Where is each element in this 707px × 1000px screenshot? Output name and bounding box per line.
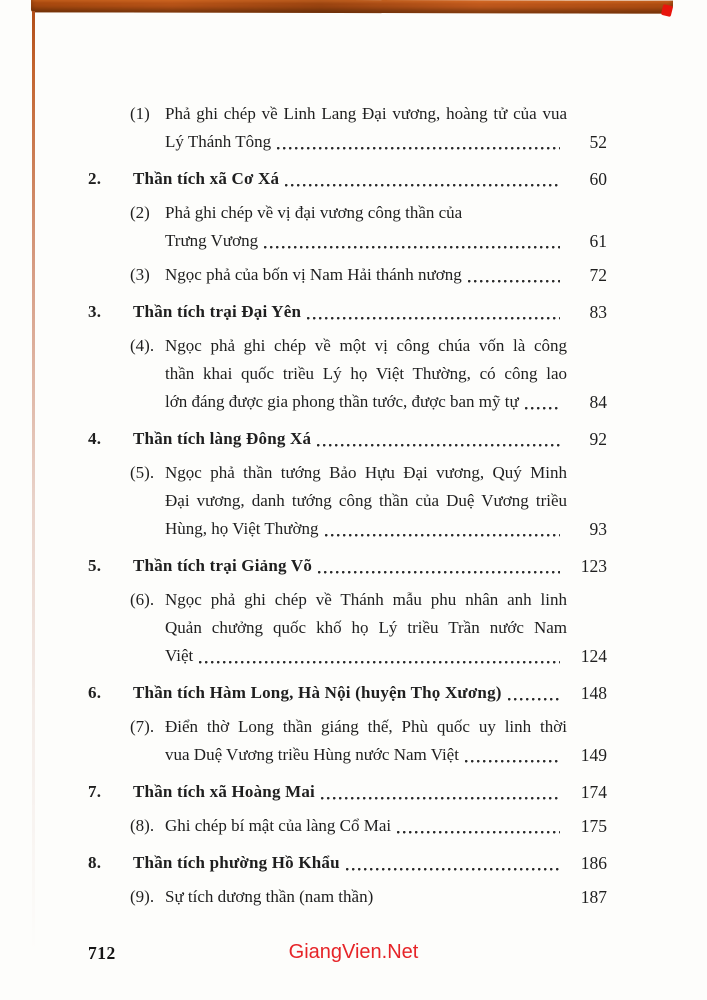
toc-entry: [88, 165, 607, 193]
toc-entry: [88, 883, 607, 911]
dotted-leader: [317, 444, 560, 447]
toc-entry-line: [133, 298, 567, 326]
toc-entry-number: (7).: [130, 717, 155, 736]
toc-entry-text: [165, 261, 567, 289]
toc-entry-line-text: Thần tích trại Giảng Võ: [133, 556, 313, 575]
dotted-leader: [325, 534, 561, 537]
toc-entry-line: [165, 227, 567, 255]
toc-entry-line-text: Thần tích làng Đông Xá: [133, 429, 312, 448]
toc-entry-line: [133, 778, 567, 806]
toc-entry-line: [165, 515, 567, 543]
toc-entry-number: 4.: [88, 429, 102, 448]
toc-entry: [88, 778, 607, 806]
toc-entry-number: (3): [130, 265, 150, 284]
toc-page-number: 52: [589, 132, 607, 152]
toc-entry-text: [165, 100, 567, 156]
toc-entry-number: 7.: [88, 782, 102, 801]
toc-entry: [88, 332, 607, 416]
toc-entry-line-text: Thần tích Hàm Long, Hà Nội (huyện Thọ Xương): [133, 683, 502, 702]
toc-entry-line: Điển thờ Long thần giáng thế, Phù quốc uy linh thời: [165, 717, 567, 736]
toc-entry-text: [133, 849, 567, 877]
toc-page-number: 93: [589, 519, 607, 539]
toc-entry-number: (4).: [130, 336, 155, 355]
toc-entry-text: [133, 679, 567, 707]
toc-page-number: 60: [589, 169, 607, 189]
red-corner-dot: [661, 4, 673, 17]
toc-page-number: 149: [580, 745, 607, 765]
dotted-leader: [346, 868, 560, 871]
toc-entry-text: [133, 298, 567, 326]
toc-entry-line: Đại vương, danh tướng công thần của Duệ Vương triều: [165, 491, 567, 510]
toc-entry-text: [165, 332, 567, 416]
book-binding-left-edge: [32, 11, 35, 951]
dotted-leader: [321, 797, 560, 800]
toc-entry-line: Ngọc phả ghi chép về Thánh mẫu phu nhân anh linh: [165, 590, 567, 609]
toc-entry-number: (6).: [130, 590, 155, 609]
toc-page-number: 148: [580, 683, 607, 703]
toc-entry-number: 8.: [88, 853, 102, 872]
toc-entry-line: [165, 128, 567, 156]
toc-entry: [88, 459, 607, 543]
dotted-leader: [264, 246, 560, 249]
toc-entry-number: 3.: [88, 302, 102, 321]
toc-page-number: 123: [580, 556, 607, 576]
toc-entry-text: [133, 552, 567, 580]
toc-entry-line-text: Thần tích phường Hồ Khẩu: [133, 853, 340, 872]
dotted-leader: [285, 184, 560, 187]
toc-page-number: 174: [580, 782, 607, 802]
toc-entry-line: Quản chưởng quốc khố họ Lý triều Trần nước Nam: [165, 618, 567, 637]
dotted-leader: [397, 831, 560, 834]
watermark-text: GiangVien.Net: [288, 941, 419, 963]
toc-entry-text: [133, 165, 567, 193]
dotted-leader: [468, 280, 560, 283]
toc-entry-number: 6.: [88, 683, 102, 702]
toc-entry-line-text: Ghi chép bí mật của làng Cổ Mai: [165, 816, 392, 835]
toc-page-number: 92: [589, 429, 607, 449]
toc-entry-line-text: vua Duệ Vương triều Hùng nước Nam Việt: [165, 745, 459, 764]
toc-entry-line: Phả ghi chép về Linh Lang Đại vương, hoàng tử của vua: [165, 104, 567, 123]
toc-entry-text: [165, 812, 567, 840]
toc-page-number: 124: [580, 646, 607, 666]
folio-page-number: 712: [88, 943, 116, 963]
toc-entry-number: (8).: [130, 816, 155, 835]
toc-entry: [88, 849, 607, 877]
toc-entry-line-text: Thần tích xã Cơ Xá: [133, 169, 280, 188]
toc-entry-line: Ngọc phả thần tướng Bảo Hựu Đại vương, Quý Minh: [165, 463, 567, 482]
toc-page-number: 175: [580, 816, 607, 836]
toc-entry-line: [165, 642, 567, 670]
toc-entry: [88, 812, 607, 840]
toc-entry-line: Phả ghi chép về vị đại vương công thần của: [165, 203, 463, 222]
toc-entry-line: [165, 741, 567, 769]
toc-entry-text: [165, 883, 567, 911]
table-of-contents: [88, 100, 607, 911]
toc-entry-text: [133, 778, 567, 806]
toc-entry-line-text: lớn đáng được gia phong thần tước, được ban mỹ tự: [165, 392, 519, 411]
toc-entry: [88, 298, 607, 326]
toc-entry-text: [165, 199, 567, 255]
toc-entry-line: Ngọc phả ghi chép về một vị công chúa vốn là công: [165, 336, 567, 355]
toc-entry: [88, 679, 607, 707]
toc-entry-text: [133, 425, 567, 453]
dotted-leader: [199, 661, 560, 664]
toc-entry: [88, 261, 607, 289]
toc-entry: [88, 713, 607, 769]
toc-entry-line: [133, 425, 567, 453]
dotted-leader: [277, 147, 560, 150]
toc-entry-number: (1): [130, 104, 150, 123]
toc-entry-text: [165, 713, 567, 769]
toc-entry-line-text: Ngọc phả của bốn vị Nam Hải thánh nương: [165, 265, 462, 284]
toc-entry: [88, 552, 607, 580]
dotted-leader: [318, 571, 560, 574]
toc-entry-line: [133, 165, 567, 193]
dotted-leader: [465, 760, 560, 763]
toc-entry-line: [133, 552, 567, 580]
toc-entry-line-text: Sự tích dương thần (nam thần): [165, 887, 374, 906]
toc-page-number: 72: [589, 265, 607, 285]
toc-entry-line: thần khai quốc triều Lý họ Việt Thường, có công lao: [165, 364, 567, 383]
toc-entry-text: [165, 586, 567, 670]
toc-entry: [88, 199, 607, 255]
toc-entry: [88, 425, 607, 453]
toc-entry: [88, 586, 607, 670]
toc-entry-number: 5.: [88, 556, 102, 575]
toc-entry-text: [165, 459, 567, 543]
toc-entry-line-text: Thần tích xã Hoàng Mai: [133, 782, 315, 801]
book-cover-top-edge: [31, 0, 673, 14]
toc-entry-line: [165, 883, 567, 911]
toc-entry-number: 2.: [88, 169, 102, 188]
toc-entry-line: [165, 812, 567, 840]
toc-page-number: 187: [580, 887, 607, 907]
toc-entry-line: [165, 388, 567, 416]
dotted-leader: [508, 698, 560, 701]
toc-page-number: 61: [589, 231, 607, 251]
toc-entry-line-text: Thần tích trại Đại Yên: [133, 302, 302, 321]
toc-entry-line-text: Hùng, họ Việt Thường: [165, 519, 319, 538]
toc-entry-number: (5).: [130, 463, 155, 482]
toc-entry-line-text: Việt: [165, 646, 194, 665]
page-footer: [88, 941, 619, 971]
toc-entry-line: [133, 679, 567, 707]
toc-entry-line-text: Trưng Vương: [165, 231, 259, 250]
toc-page-number: 83: [589, 302, 607, 322]
toc-entry-line: [133, 849, 567, 877]
toc-entry-line: [165, 261, 567, 289]
toc-entry: [88, 100, 607, 156]
toc-entry-number: (2): [130, 203, 150, 222]
dotted-leader: [525, 407, 560, 410]
toc-page-number: 186: [580, 853, 607, 873]
dotted-leader: [307, 317, 560, 320]
toc-entry-number: (9).: [130, 887, 155, 906]
toc-entry-line-text: Lý Thánh Tông: [165, 132, 272, 151]
toc-page-number: 84: [589, 392, 607, 412]
